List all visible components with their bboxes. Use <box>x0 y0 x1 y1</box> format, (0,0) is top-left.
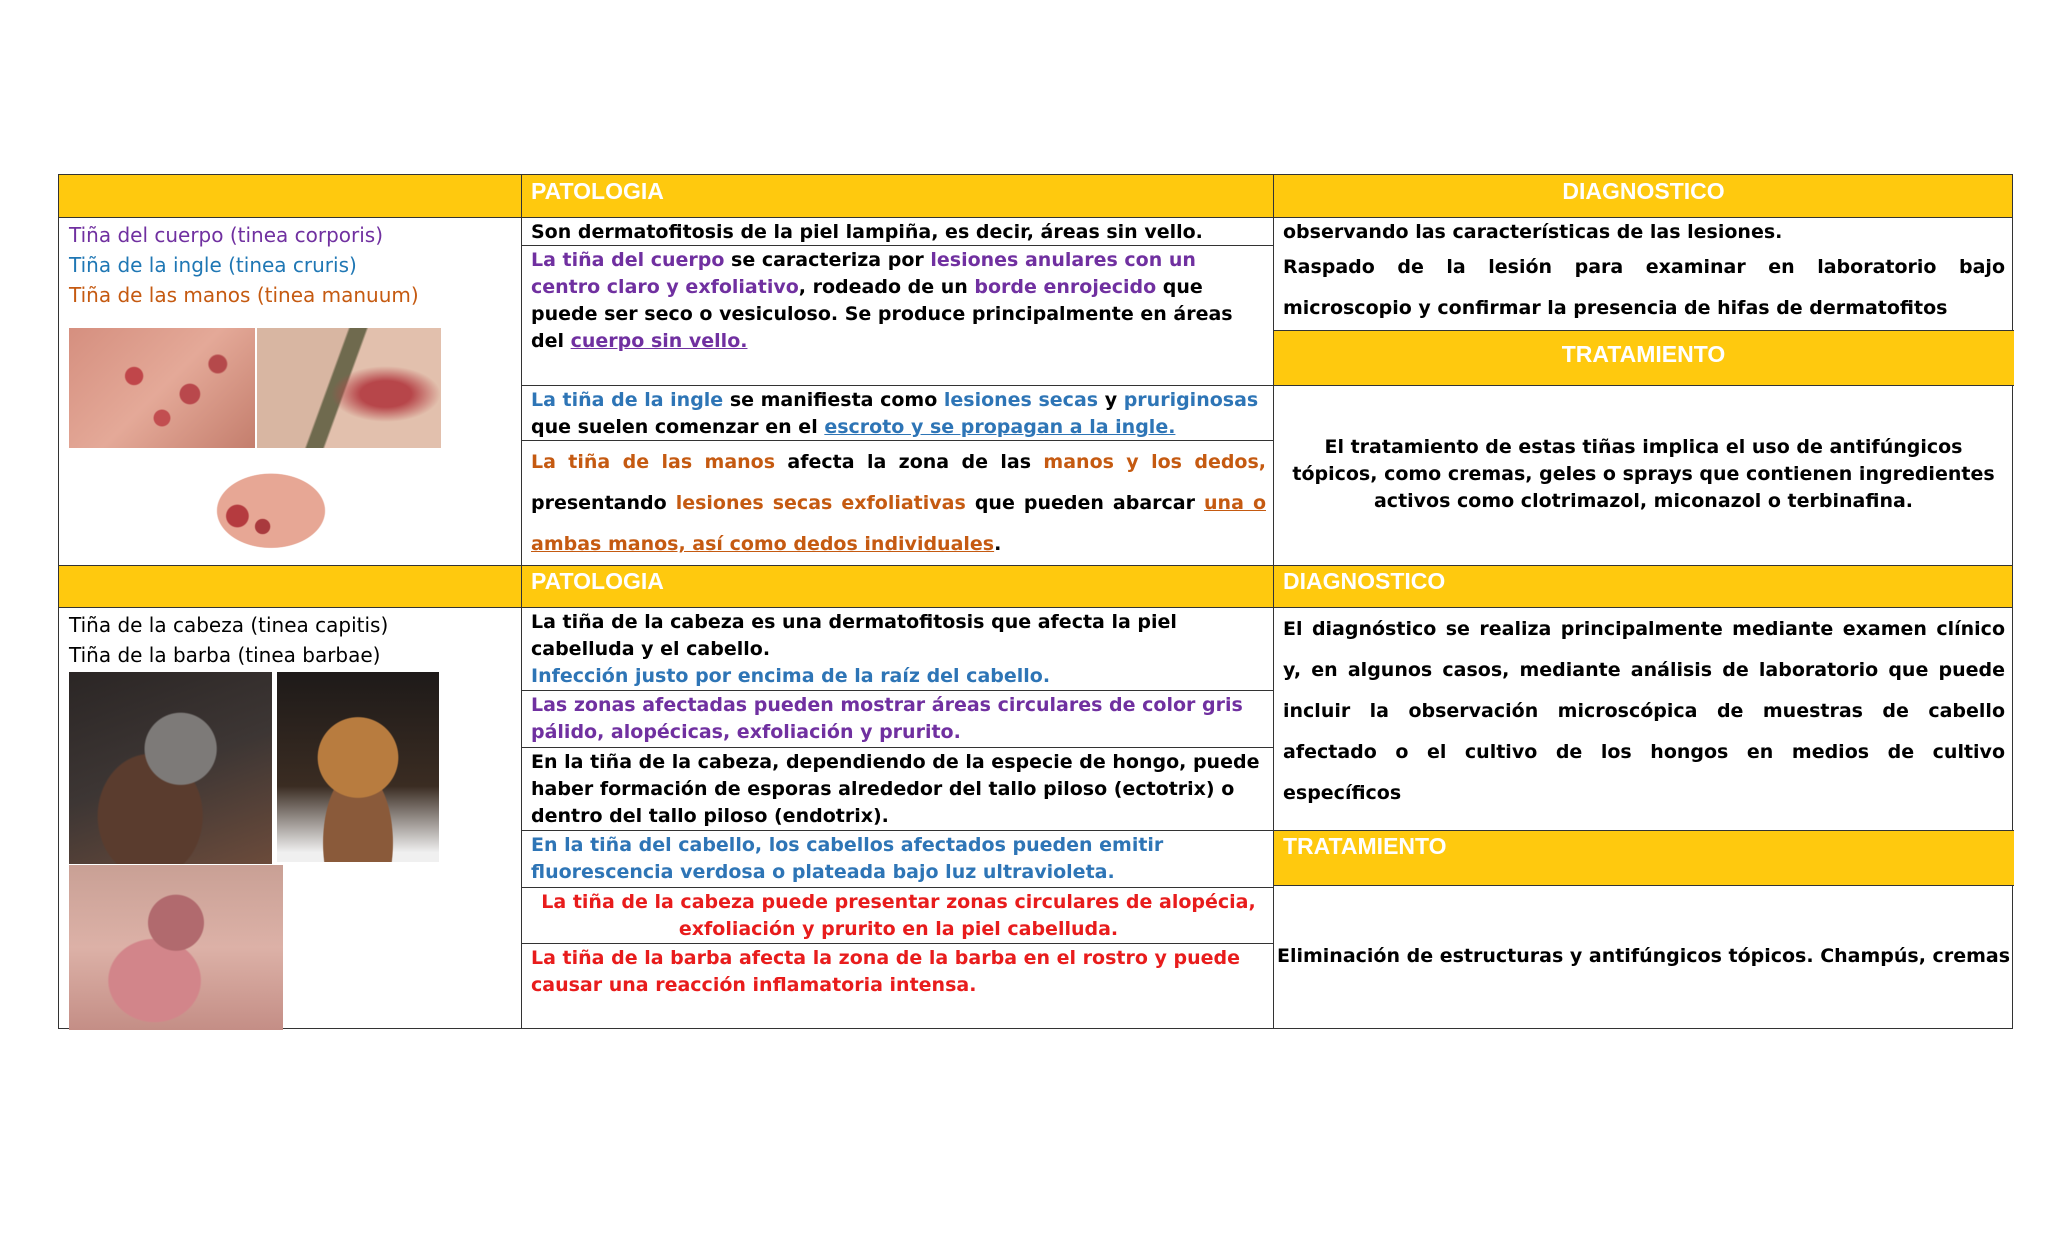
label-tinea-capitis: Tiña de la cabeza (tinea capitis) <box>69 613 389 637</box>
pathology-header-1: PATOLOGIA <box>531 178 664 204</box>
pathology-row-manuum: La tiña de las manos afecta la zona de las manos y los dedos, presentando lesiones secas exfoliativas que pueden abarcar una o ambas manos, así como dedos individuales. <box>531 451 1267 555</box>
tinea-cruris-photo <box>257 328 441 448</box>
pathology-header-2: PATOLOGIA <box>531 568 664 594</box>
capitis-row-5: La tiña de la cabeza puede presentar zonas circulares de alopécia, exfoliación y prurito en la piel cabelluda. <box>541 891 1256 940</box>
diagnosis-header-2: DIAGNOSTICO <box>1283 568 1446 594</box>
barbae-row-6: La tiña de la barba afecta la zona de la barba en el rostro y puede causar una reacción inflamatoria intensa. <box>531 947 1241 996</box>
header-band-2 <box>59 565 2012 607</box>
comparison-table <box>58 174 2013 1029</box>
capitis-row-4: En la tiña del cabello, los cabellos afectados pueden emitir fluorescencia verdosa o plateada bajo luz ultravioleta. <box>531 834 1164 883</box>
tinea-barbae-photo <box>69 865 283 1030</box>
capitis-row-3: En la tiña de la cabeza, dependiendo de la especie de hongo, puede haber formación de esporas alrededor del tallo piloso (ectotrix) o dentro del tallo piloso (endotrix). <box>531 751 1260 827</box>
diagnosis-line-1: observando las características de las lesiones. <box>1283 221 1783 243</box>
diagnosis-text-2: El diagnóstico se realiza principalmente mediante examen clínico y, en algunos casos, mediante análisis de laboratorio que puede incluir la observación microscópica de muestras de cabello afectado o el cultivo de los hongos en medios de cultivo específicos <box>1283 618 2005 804</box>
diagnosis-line-2: Raspado de la lesión para examinar en laboratorio bajo microscopio y confirmar la presencia de hifas de dermatofitos <box>1283 256 2005 319</box>
treatment-header-1: TRATAMIENTO <box>1561 341 1726 367</box>
tinea-manuum-photo <box>187 453 355 558</box>
pathology-row-cruris: La tiña de la ingle se manifiesta como lesiones secas y pruriginosas que suelen comenzar en el escroto y se propagan a la ingle. <box>531 389 1259 438</box>
label-tinea-barbae: Tiña de la barba (tinea barbae) <box>69 643 381 667</box>
treatment-text-1: El tratamiento de estas tiñas implica el uso de antifúngicos tópicos, como cremas, geles o sprays que contienen ingredientes activos como clotrimazol, miconazol o terbinafina. <box>1292 436 1995 512</box>
treatment-text-2: Eliminación de estructuras y antifúngicos tópicos. Champús, cremas <box>1276 945 2011 967</box>
pathology-row-corporis: La tiña del cuerpo se caracteriza por lesiones anulares con un centro claro y exfoliativo, rodeado de un borde enrojecido que puede ser seco o vesiculoso. Se produce principalmente en áreas del cuerpo sin vello. <box>531 249 1233 352</box>
label-tinea-corporis: Tiña del cuerpo (tinea corporis) <box>69 223 384 247</box>
diagnosis-header-1: DIAGNOSTICO <box>1562 178 1725 204</box>
tinea-corporis-photo <box>69 328 255 448</box>
tinea-capitis-photo-1 <box>69 672 272 864</box>
label-tinea-cruris: Tiña de la ingle (tinea cruris) <box>69 253 357 277</box>
capitis-row-1: La tiña de la cabeza es una dermatofitosis que afecta la piel cabelluda y el cabello. Infección justo por encima de la raíz del cabello. <box>531 611 1177 687</box>
tinea-capitis-photo-2 <box>277 672 439 862</box>
pathology-row-general: Son dermatofitosis de la piel lampiña, es decir, áreas sin vello. <box>531 221 1203 243</box>
treatment-header-2: TRATAMIENTO <box>1283 833 1447 859</box>
capitis-row-2: Las zonas afectadas pueden mostrar áreas circulares de color gris pálido, alopécicas, exfoliación y prurito. <box>531 694 1243 743</box>
label-tinea-manuum: Tiña de las manos (tinea manuum) <box>69 283 419 307</box>
